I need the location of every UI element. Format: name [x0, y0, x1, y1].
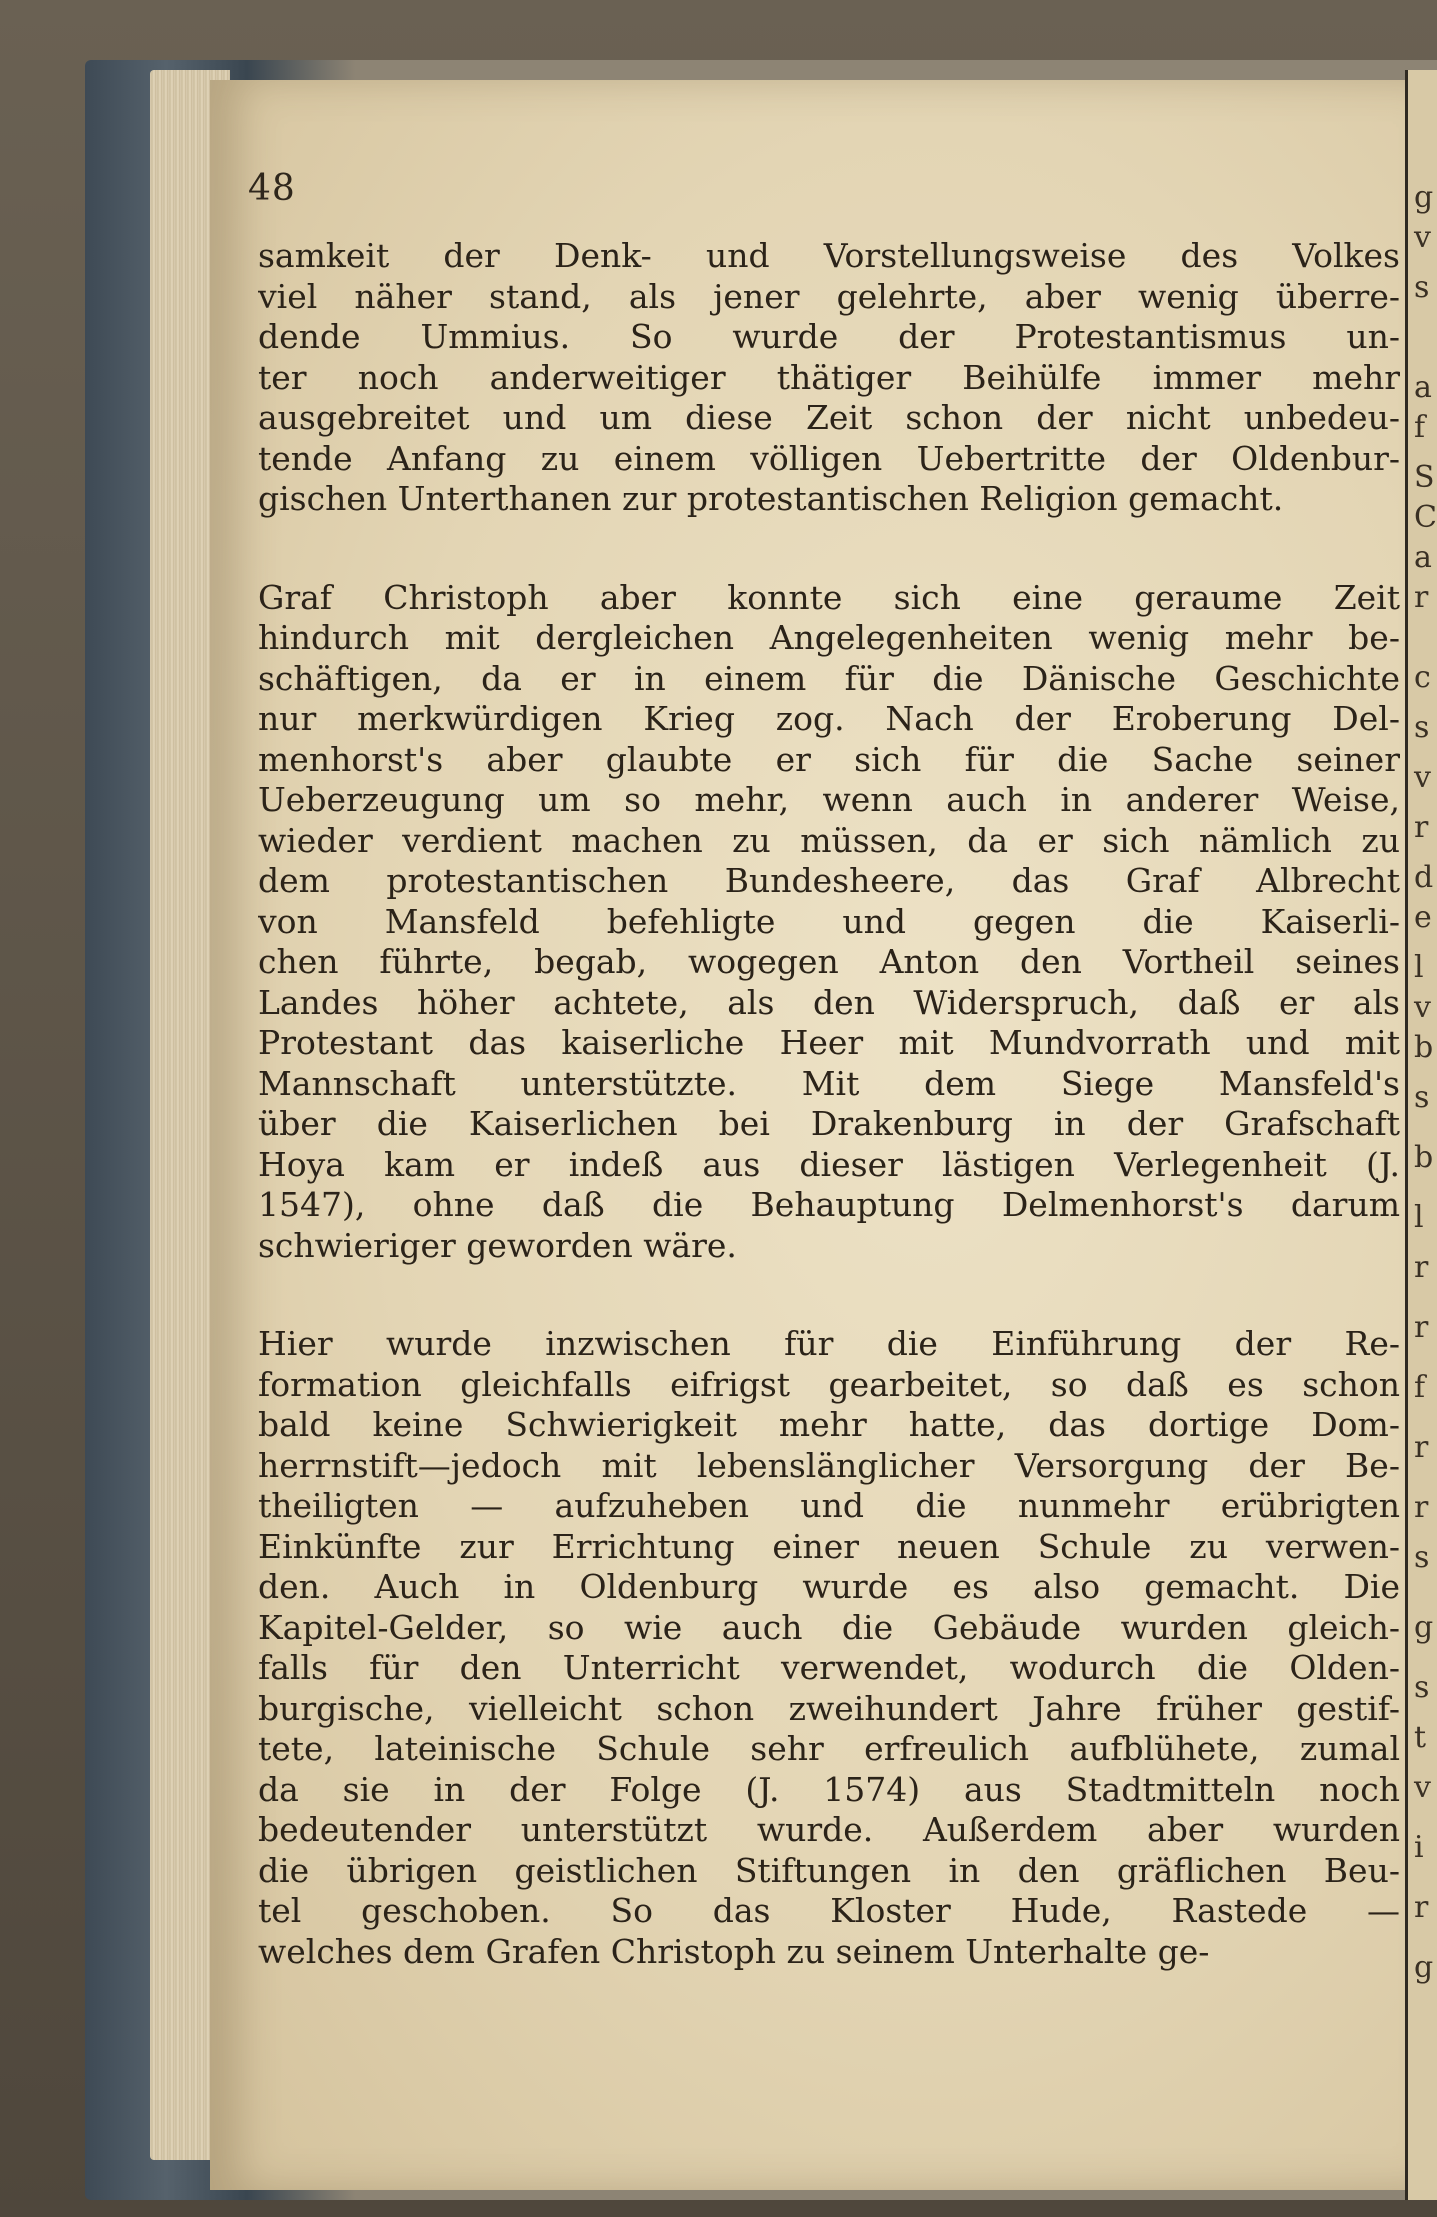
next-page-fragment: v — [1414, 760, 1431, 795]
next-page-fragment: d — [1414, 860, 1434, 895]
next-page-fragment: s — [1414, 1540, 1430, 1575]
next-page-fragment: r — [1414, 1250, 1429, 1285]
next-page-fragment: i — [1414, 1830, 1424, 1865]
page-number: 48 — [248, 168, 296, 209]
text-line: Einkünfte zur Errichtung einer neuen Schule zu verwen- — [258, 1526, 1400, 1566]
text-line: bald keine Schwierigkeit mehr hatte, das dortige Dom- — [258, 1405, 1400, 1444]
text-line: viel näher stand, als jener gelehrte, aber wenig überre- — [258, 276, 1400, 316]
text-line: ausgebreitet und um diese Zeit schon der nicht unbedeu- — [258, 398, 1400, 437]
next-page-fragment: c — [1414, 660, 1431, 695]
text-line: Mannschaft unterstützte. Mit dem Siege Mansfeld's — [258, 1063, 1400, 1103]
next-page-fragment: e — [1414, 900, 1432, 935]
text-line: Protestant das kaiserliche Heer mit Mundvorrath und mit — [258, 1023, 1400, 1062]
text-line: burgische, vielleicht schon zweihundert Jahre früher gestif- — [258, 1688, 1400, 1728]
paragraph — [258, 236, 1400, 520]
text-line: formation gleichfalls eifrigst gearbeitet, so daß es schon — [258, 1364, 1400, 1404]
text-line: schwieriger geworden wäre. — [258, 1225, 737, 1265]
next-page-fragment: g — [1414, 1950, 1434, 1985]
text-line: wieder verdient machen zu müssen, da er sich nämlich zu — [258, 820, 1400, 860]
text-line: über die Kaiserlichen bei Drakenburg in der Grafschaft — [258, 1104, 1400, 1143]
next-page-fragment: b — [1414, 1140, 1434, 1175]
text-line: chen führte, begab, wogegen Anton den Vortheil seines — [258, 942, 1400, 981]
text-line: Hier wurde inzwischen für die Einführung der Re- — [258, 1324, 1400, 1363]
next-page-fragment: a — [1414, 540, 1432, 575]
text-line: menhorst's aber glaubte er sich für die Sache seiner — [258, 739, 1400, 779]
next-page-fragment: f — [1414, 1370, 1426, 1405]
text-line: Hoya kam er indeß aus dieser lästigen Verlegenheit (J. — [258, 1144, 1400, 1184]
paragraph-gap — [258, 520, 1400, 578]
text-line: Graf Christoph aber konnte sich eine geraume Zeit — [258, 577, 1400, 617]
text-line: ter noch anderweitiger thätiger Beihülfe immer mehr — [258, 357, 1400, 397]
next-page-fragment: r — [1414, 1490, 1429, 1525]
next-page-fragment: s — [1414, 270, 1430, 305]
next-page-fragment: v — [1414, 220, 1431, 255]
text-line: theiligten — aufzuheben und die nunmehr erübrigten — [258, 1486, 1400, 1525]
text-line: tel geschoben. So das Kloster Hude, Rastede — — [258, 1891, 1400, 1930]
next-page-fragment: C — [1414, 500, 1437, 535]
next-page-fragment: b — [1414, 1030, 1434, 1065]
next-page-fragment: l — [1414, 1200, 1424, 1235]
text-line: Ueberzeugung um so mehr, wenn auch in anderer Weise, — [258, 780, 1400, 819]
next-page-fragment: s — [1414, 1670, 1430, 1705]
next-page-fragment: g — [1414, 1610, 1434, 1645]
body-text — [258, 236, 1400, 1972]
text-line: dem protestantischen Bundesheere, das Graf Albrecht — [258, 861, 1400, 900]
paragraph — [258, 1324, 1400, 1972]
text-line: tete, lateinische Schule sehr erfreulich aufblühete, zumal — [258, 1729, 1400, 1768]
next-page-fragment: r — [1414, 1430, 1429, 1465]
text-line: Kapitel-Gelder, so wie auch die Gebäude wurden gleich- — [258, 1607, 1400, 1647]
text-line: falls für den Unterricht verwendet, wodurch die Olden- — [258, 1648, 1400, 1687]
next-page-fragment: a — [1414, 370, 1432, 405]
text-line: tende Anfang zu einem völligen Uebertritte der Oldenbur- — [258, 438, 1400, 478]
text-line: gischen Unterthanen zur protestantischen Religion gemacht. — [258, 479, 1284, 518]
next-page-fragment: v — [1414, 1770, 1431, 1805]
text-line: dende Ummius. So wurde der Protestantismus un- — [258, 317, 1400, 356]
text-line: von Mansfeld befehligte und gegen die Kaiserli- — [258, 901, 1400, 941]
text-line: den. Auch in Oldenburg wurde es also gemacht. Die — [258, 1567, 1400, 1606]
next-page-fragment: r — [1414, 1310, 1429, 1345]
next-page-fragment: g — [1414, 180, 1434, 215]
next-page-fragment: t — [1414, 1720, 1427, 1755]
paragraph — [258, 578, 1400, 1267]
text-line: samkeit der Denk- und Vorstellungsweise des Volkes — [258, 236, 1400, 275]
next-page-strip — [1405, 70, 1437, 2200]
text-line: 1547), ohne daß die Behauptung Delmenhorst's darum — [258, 1185, 1400, 1224]
next-page-fragment: r — [1414, 580, 1429, 615]
next-page-fragment: r — [1414, 1890, 1429, 1925]
text-line: schäftigen, da er in einem für die Dänische Geschichte — [258, 658, 1400, 698]
next-page-fragment: s — [1414, 710, 1430, 745]
text-line: die übrigen geistlichen Stiftungen in den gräflichen Beu- — [258, 1850, 1400, 1890]
next-page-fragment: l — [1414, 950, 1424, 985]
next-page-fragment: r — [1414, 810, 1429, 845]
text-line: da sie in der Folge (J. 1574) aus Stadtmitteln noch — [258, 1769, 1400, 1809]
text-line: bedeutender unterstützt wurde. Außerdem aber wurden — [258, 1810, 1400, 1849]
next-page-fragment: v — [1414, 990, 1431, 1025]
text-line: Landes höher achtete, als den Widerspruch, daß er als — [258, 982, 1400, 1022]
text-line: nur merkwürdigen Krieg zog. Nach der Eroberung Del- — [258, 699, 1400, 738]
text-line: herrnstift—jedoch mit lebenslänglicher Versorgung der Be- — [258, 1445, 1400, 1485]
next-page-fragment: s — [1414, 1080, 1430, 1115]
paragraph-gap — [258, 1266, 1400, 1324]
next-page-fragment: f — [1414, 410, 1426, 445]
text-line: welches dem Grafen Christoph zu seinem Unterhalte ge- — [258, 1931, 1210, 1971]
next-page-fragment: S — [1414, 460, 1435, 495]
text-line: hindurch mit dergleichen Angelegenheiten wenig mehr be- — [258, 618, 1400, 657]
